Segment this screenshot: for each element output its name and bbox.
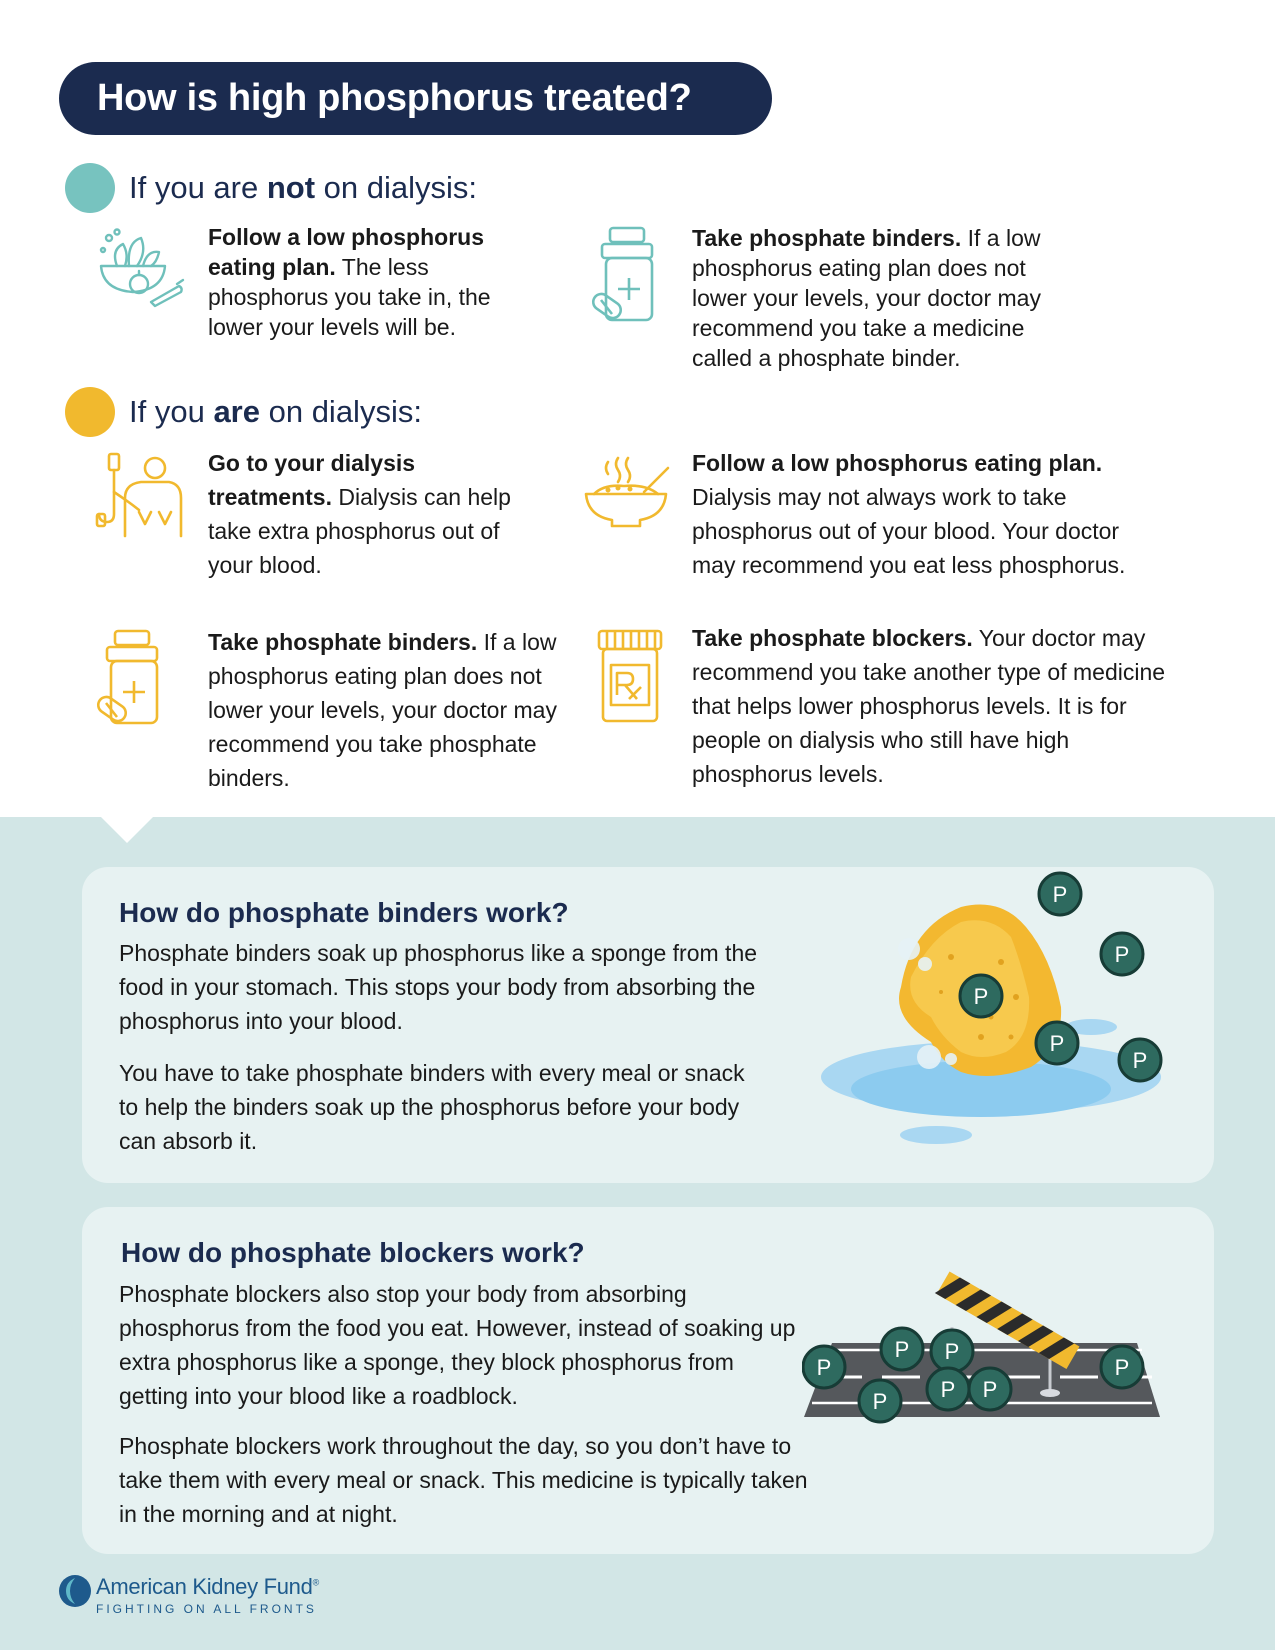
blockers-card: [82, 1207, 1214, 1554]
phosphorus-particle: [859, 1380, 901, 1422]
kidney-logo-icon: [58, 1574, 92, 1608]
phosphorus-particle: [931, 1330, 973, 1372]
phosphorus-particle-label: P: [1049, 1031, 1065, 1056]
not-on-dialysis-heading: If you are not on dialysis:: [65, 163, 477, 213]
phosphorus-particle: [927, 1368, 969, 1410]
binders-card: [82, 867, 1214, 1183]
roadblock-illustration: [802, 1267, 1192, 1467]
blockers-card-paragraph-2: Phosphate blockers work throughout the day, so you don’t have to take them with every meal or snack. This medicine is typically taken in the morning and at night.: [119, 1433, 808, 1527]
phosphorus-particle-label: P: [816, 1355, 832, 1380]
food-bowl-icon: [584, 454, 670, 535]
phosphorus-particle-label: P: [894, 1337, 910, 1362]
phosphorus-particle-label: P: [872, 1389, 888, 1414]
dialysis-patient-icon: [95, 452, 185, 543]
binders-card-heading: How do phosphate binders work?: [119, 897, 569, 928]
phosphorus-particle: [1101, 933, 1143, 975]
prescription-bottle-icon: [597, 629, 663, 730]
gold-dot-icon: [65, 387, 115, 437]
phosphorus-particles: [791, 867, 1181, 1167]
phosphorus-particle: [1119, 1039, 1161, 1081]
panel-notch: [100, 816, 154, 843]
binders-card-paragraph-2: You have to take phosphate binders with every meal or snack to help the binders soak up the phosphorus before your body can absorb it.: [119, 1060, 745, 1154]
phosphorus-particle-label: P: [973, 984, 989, 1009]
phosphorus-particle-label: P: [1052, 882, 1068, 907]
medicine-bottle-icon: [95, 629, 169, 734]
blockers-card-paragraph-1: Phosphate blockers also stop your body from absorbing phosphorus from the food you eat. However, instead of soaking up extra phosphorus like a sponge, they block phosphorus from getting into your blood like a roadblock.: [119, 1281, 796, 1409]
teal-dot-icon: [65, 163, 115, 213]
blockers-card-heading: How do phosphate blockers work?: [121, 1237, 585, 1268]
medicine-bottle-icon: [590, 226, 664, 331]
phosphorus-particle-label: P: [1114, 942, 1130, 967]
phosphorus-particle-label: P: [1114, 1355, 1130, 1380]
phosphorus-particles: [802, 1267, 1192, 1467]
sponge-illustration: [791, 867, 1181, 1167]
phosphorus-particle: [1039, 873, 1081, 915]
phosphorus-particle: [1036, 1022, 1078, 1064]
phosphorus-particle-label: P: [982, 1377, 998, 1402]
phosphorus-particle: [1101, 1346, 1143, 1388]
phosphorus-particle-label: P: [940, 1377, 956, 1402]
page-title-banner: [59, 62, 772, 135]
american-kidney-fund-logo: American Kidney Fund® FIGHTING ON ALL FRONTS: [58, 1574, 319, 1616]
on-dialysis-heading: If you are on dialysis:: [65, 387, 422, 437]
salad-bowl-icon: [95, 224, 185, 319]
phosphorus-particle-label: P: [944, 1339, 960, 1364]
phosphorus-particle: [969, 1368, 1011, 1410]
phosphorus-particle: [960, 975, 1002, 1017]
phosphorus-particle: [803, 1346, 845, 1388]
page-title: How is high phosphorus treated?: [97, 77, 692, 119]
binders-card-paragraph-1: Phosphate binders soak up phosphorus like a sponge from the food in your stomach. This stops your body from absorbing the phosphorus into your blood.: [119, 940, 758, 1034]
phosphorus-particle: [881, 1328, 923, 1370]
phosphorus-particle-label: P: [1132, 1048, 1148, 1073]
